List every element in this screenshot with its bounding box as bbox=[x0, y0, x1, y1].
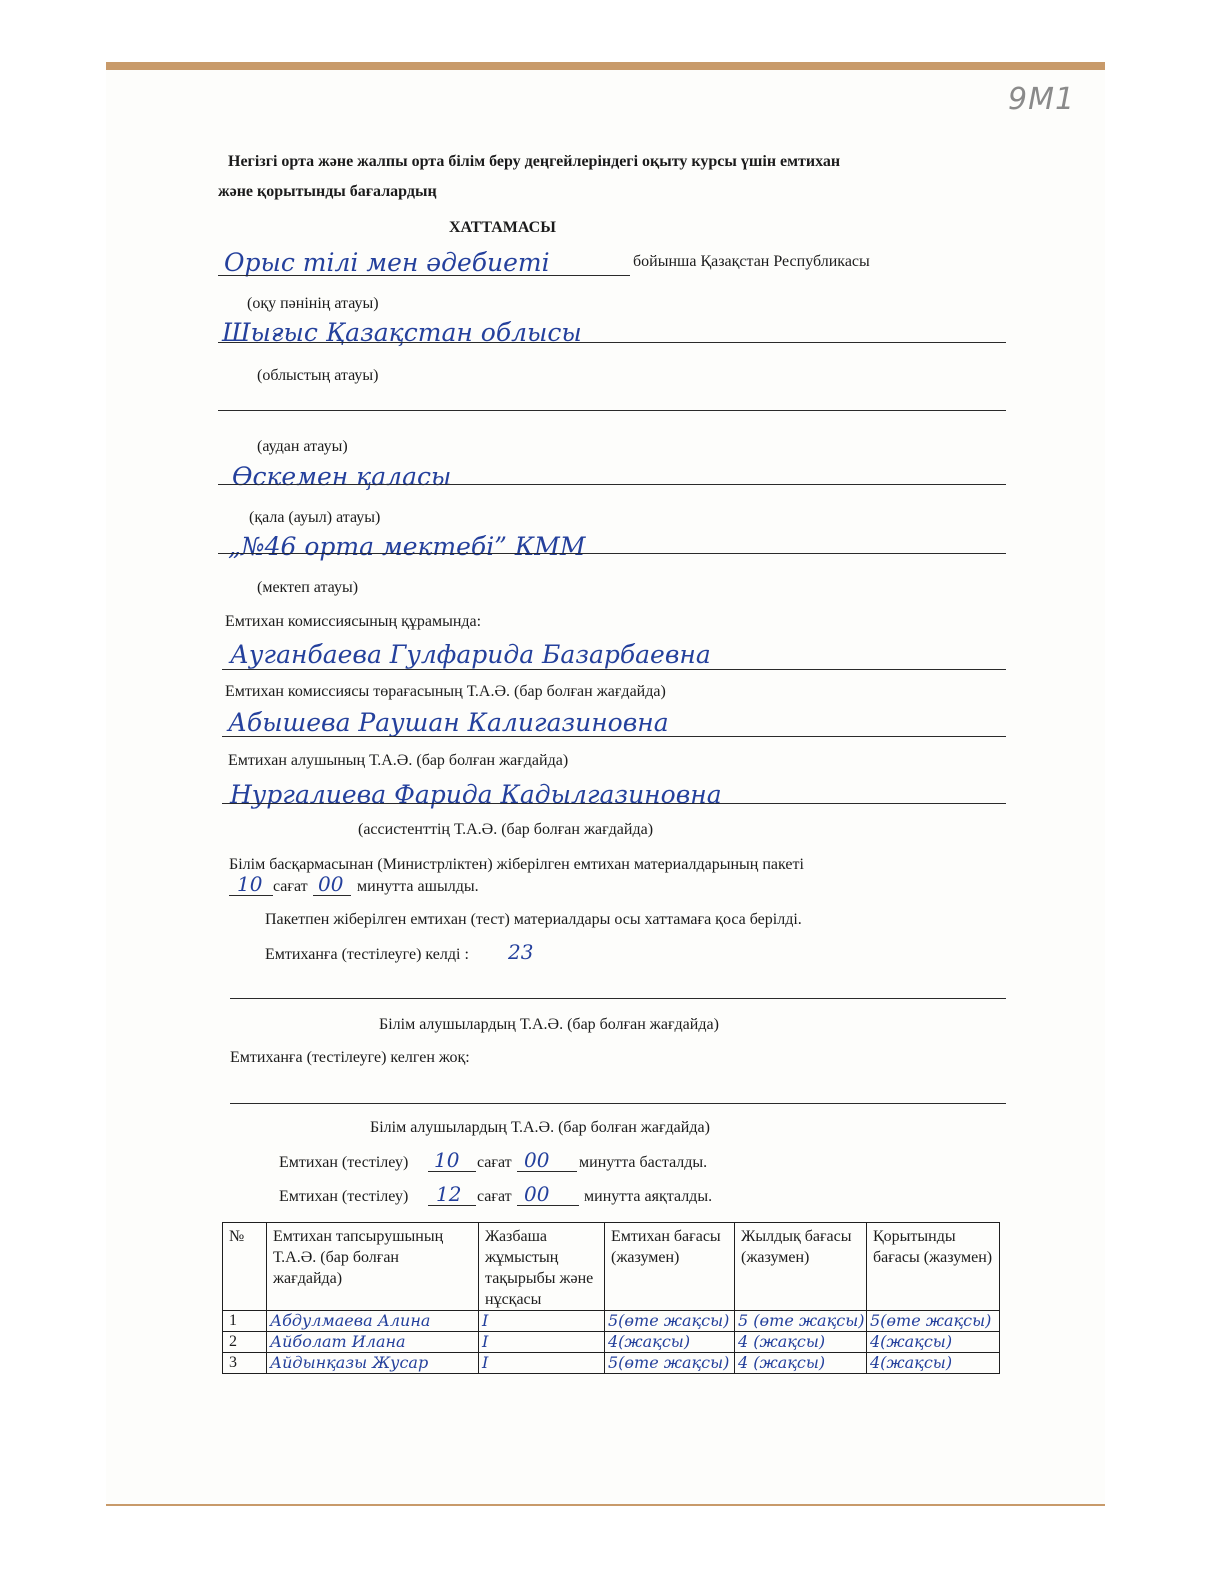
exam-end-hour-underline bbox=[428, 1205, 476, 1206]
package-minute-label: минутта ашылды. bbox=[357, 878, 479, 895]
corner-mark: 9M1 bbox=[1008, 82, 1076, 117]
exam-end-hour: 12 bbox=[436, 1182, 462, 1206]
package-hour: 10 bbox=[237, 872, 263, 896]
results-table bbox=[222, 1222, 1000, 1374]
row-number: 2 bbox=[223, 1332, 267, 1353]
city-underline bbox=[218, 484, 1006, 485]
examiner-caption: Емтихан алушының Т.А.Ә. (бар болған жағдайда) bbox=[228, 752, 569, 769]
header-line-2: және қорытынды бағалардың bbox=[218, 183, 437, 200]
school-caption: (мектеп атауы) bbox=[257, 579, 359, 596]
annual-grade: 4 (жақсы) bbox=[735, 1332, 867, 1353]
student-name: Айболат Илана bbox=[267, 1332, 479, 1353]
subject-underline bbox=[218, 275, 630, 276]
exam-start-prefix: Емтихан (тестілеу) bbox=[279, 1154, 409, 1171]
topic-variant: I bbox=[479, 1332, 605, 1353]
subject-value: Орыс тілі мен әдебиеті bbox=[224, 248, 550, 277]
examiner-value: Абышева Раушан Калигазиновна bbox=[228, 708, 669, 737]
package-hour-underline bbox=[229, 895, 273, 896]
exam-end-suffix: минутта аяқталды. bbox=[584, 1188, 713, 1205]
region-value: Шығыс Қазақстан облысы bbox=[222, 318, 582, 347]
document-title: ХАТТАМАСЫ bbox=[449, 219, 556, 236]
package-minute: 00 bbox=[318, 872, 344, 896]
city-caption: (қала (ауыл) атауы) bbox=[249, 509, 381, 526]
city-value: Өскемен қаласы bbox=[232, 462, 452, 491]
exam-start-hour-underline bbox=[428, 1171, 476, 1172]
region-caption: (облыстың атауы) bbox=[257, 367, 379, 384]
subject-suffix: бойынша Қазақстан Республикасы bbox=[633, 253, 870, 270]
topic-variant: I bbox=[479, 1353, 605, 1374]
student-name: Абдулмаева Алина bbox=[267, 1311, 479, 1332]
student-name: Айдынқазы Жусар bbox=[267, 1353, 479, 1374]
exam-grade: 5(өте жақсы) bbox=[605, 1353, 735, 1374]
annual-grade: 5 (өте жақсы) bbox=[735, 1311, 867, 1332]
exam-start-hour-label: сағат bbox=[477, 1154, 512, 1171]
final-grade: 5(өте жақсы) bbox=[867, 1311, 1000, 1332]
header-line-1: Негізгі орта және жалпы орта білім беру деңгейлеріндегі оқыту курсы үшін емтихан bbox=[228, 153, 841, 170]
table-surface-top bbox=[106, 62, 1105, 70]
examiner-underline bbox=[222, 736, 1006, 737]
attendance-came-value: 23 bbox=[508, 940, 534, 964]
col-header-number: № bbox=[223, 1223, 267, 1311]
attendance-came-underline bbox=[230, 998, 1006, 999]
package-attached-note: Пакетпен жіберілген емтихан (тест) материалдары осы хаттамаға қоса берілді. bbox=[265, 911, 802, 928]
table-header-row bbox=[223, 1223, 1000, 1311]
row-number: 3 bbox=[223, 1353, 267, 1374]
exam-grade: 5(өте жақсы) bbox=[605, 1311, 735, 1332]
exam-start-suffix: минутта басталды. bbox=[579, 1154, 708, 1171]
attendance-came-caption: Білім алушылардың Т.А.Ә. (бар болған жағдайда) bbox=[379, 1016, 719, 1033]
row-number: 1 bbox=[223, 1311, 267, 1332]
school-underline bbox=[218, 553, 1006, 554]
col-header-exam-grade: Емтихан бағасы (жазумен) bbox=[605, 1223, 735, 1311]
col-header-student: Емтихан тапсырушының Т.А.Ә. (бар болған жағдайда) bbox=[267, 1223, 479, 1311]
table-row bbox=[223, 1311, 1000, 1332]
topic-variant: I bbox=[479, 1311, 605, 1332]
commission-chair-value: Ауганбаева Гулфарида Базарбаевна bbox=[230, 640, 711, 669]
package-line-1: Білім басқармасынан (Министрліктен) жіберілген емтихан материалдарының пакеті bbox=[229, 856, 804, 873]
final-grade: 4(жақсы) bbox=[867, 1353, 1000, 1374]
attendance-absent-label: Емтиханға (тестілеуге) келген жоқ: bbox=[230, 1049, 470, 1066]
exam-end-minute: 00 bbox=[524, 1182, 550, 1206]
col-header-final-grade: Қорытынды бағасы (жазумен) bbox=[867, 1223, 1000, 1311]
attendance-absent-underline bbox=[230, 1103, 1006, 1104]
exam-end-hour-label: сағат bbox=[477, 1188, 512, 1205]
annual-grade: 4 (жақсы) bbox=[735, 1353, 867, 1374]
exam-start-minute: 00 bbox=[524, 1148, 550, 1172]
package-hour-label: сағат bbox=[273, 878, 308, 895]
commission-intro: Емтихан комиссиясының құрамында: bbox=[225, 613, 482, 630]
exam-start-minute-underline bbox=[517, 1171, 577, 1172]
exam-end-minute-underline bbox=[517, 1205, 579, 1206]
table-row bbox=[223, 1353, 1000, 1374]
exam-start-hour: 10 bbox=[434, 1148, 460, 1172]
school-value: „№46 орта мектебі” КММ bbox=[228, 532, 586, 561]
package-minute-underline bbox=[313, 895, 351, 896]
final-grade: 4(жақсы) bbox=[867, 1332, 1000, 1353]
assistant-underline bbox=[222, 803, 1006, 804]
exam-grade: 4(жақсы) bbox=[605, 1332, 735, 1353]
col-header-annual-grade: Жылдық бағасы (жазумен) bbox=[735, 1223, 867, 1311]
district-caption: (аудан атауы) bbox=[257, 438, 348, 455]
assistant-value: Нургалиева Фарида Кадылгазиновна bbox=[230, 780, 722, 809]
col-header-topic: Жазбаша жұмыстың тақырыбы және нұсқасы bbox=[479, 1223, 605, 1311]
exam-end-prefix: Емтихан (тестілеу) bbox=[279, 1188, 409, 1205]
table-row bbox=[223, 1332, 1000, 1353]
commission-chair-underline bbox=[222, 669, 1006, 670]
attendance-came-label: Емтиханға (тестілеуге) келді : bbox=[265, 946, 469, 963]
region-underline bbox=[218, 342, 1006, 343]
commission-chair-caption: Емтихан комиссиясы төрағасының Т.А.Ә. (бар болған жағдайда) bbox=[225, 683, 666, 700]
attendance-absent-caption: Білім алушылардың Т.А.Ә. (бар болған жағдайда) bbox=[370, 1119, 710, 1136]
district-underline bbox=[218, 410, 1006, 411]
subject-caption: (оқу пәнінің атауы) bbox=[247, 295, 379, 312]
assistant-caption: (ассистенттің Т.А.Ә. (бар болған жағдайда) bbox=[358, 821, 654, 838]
